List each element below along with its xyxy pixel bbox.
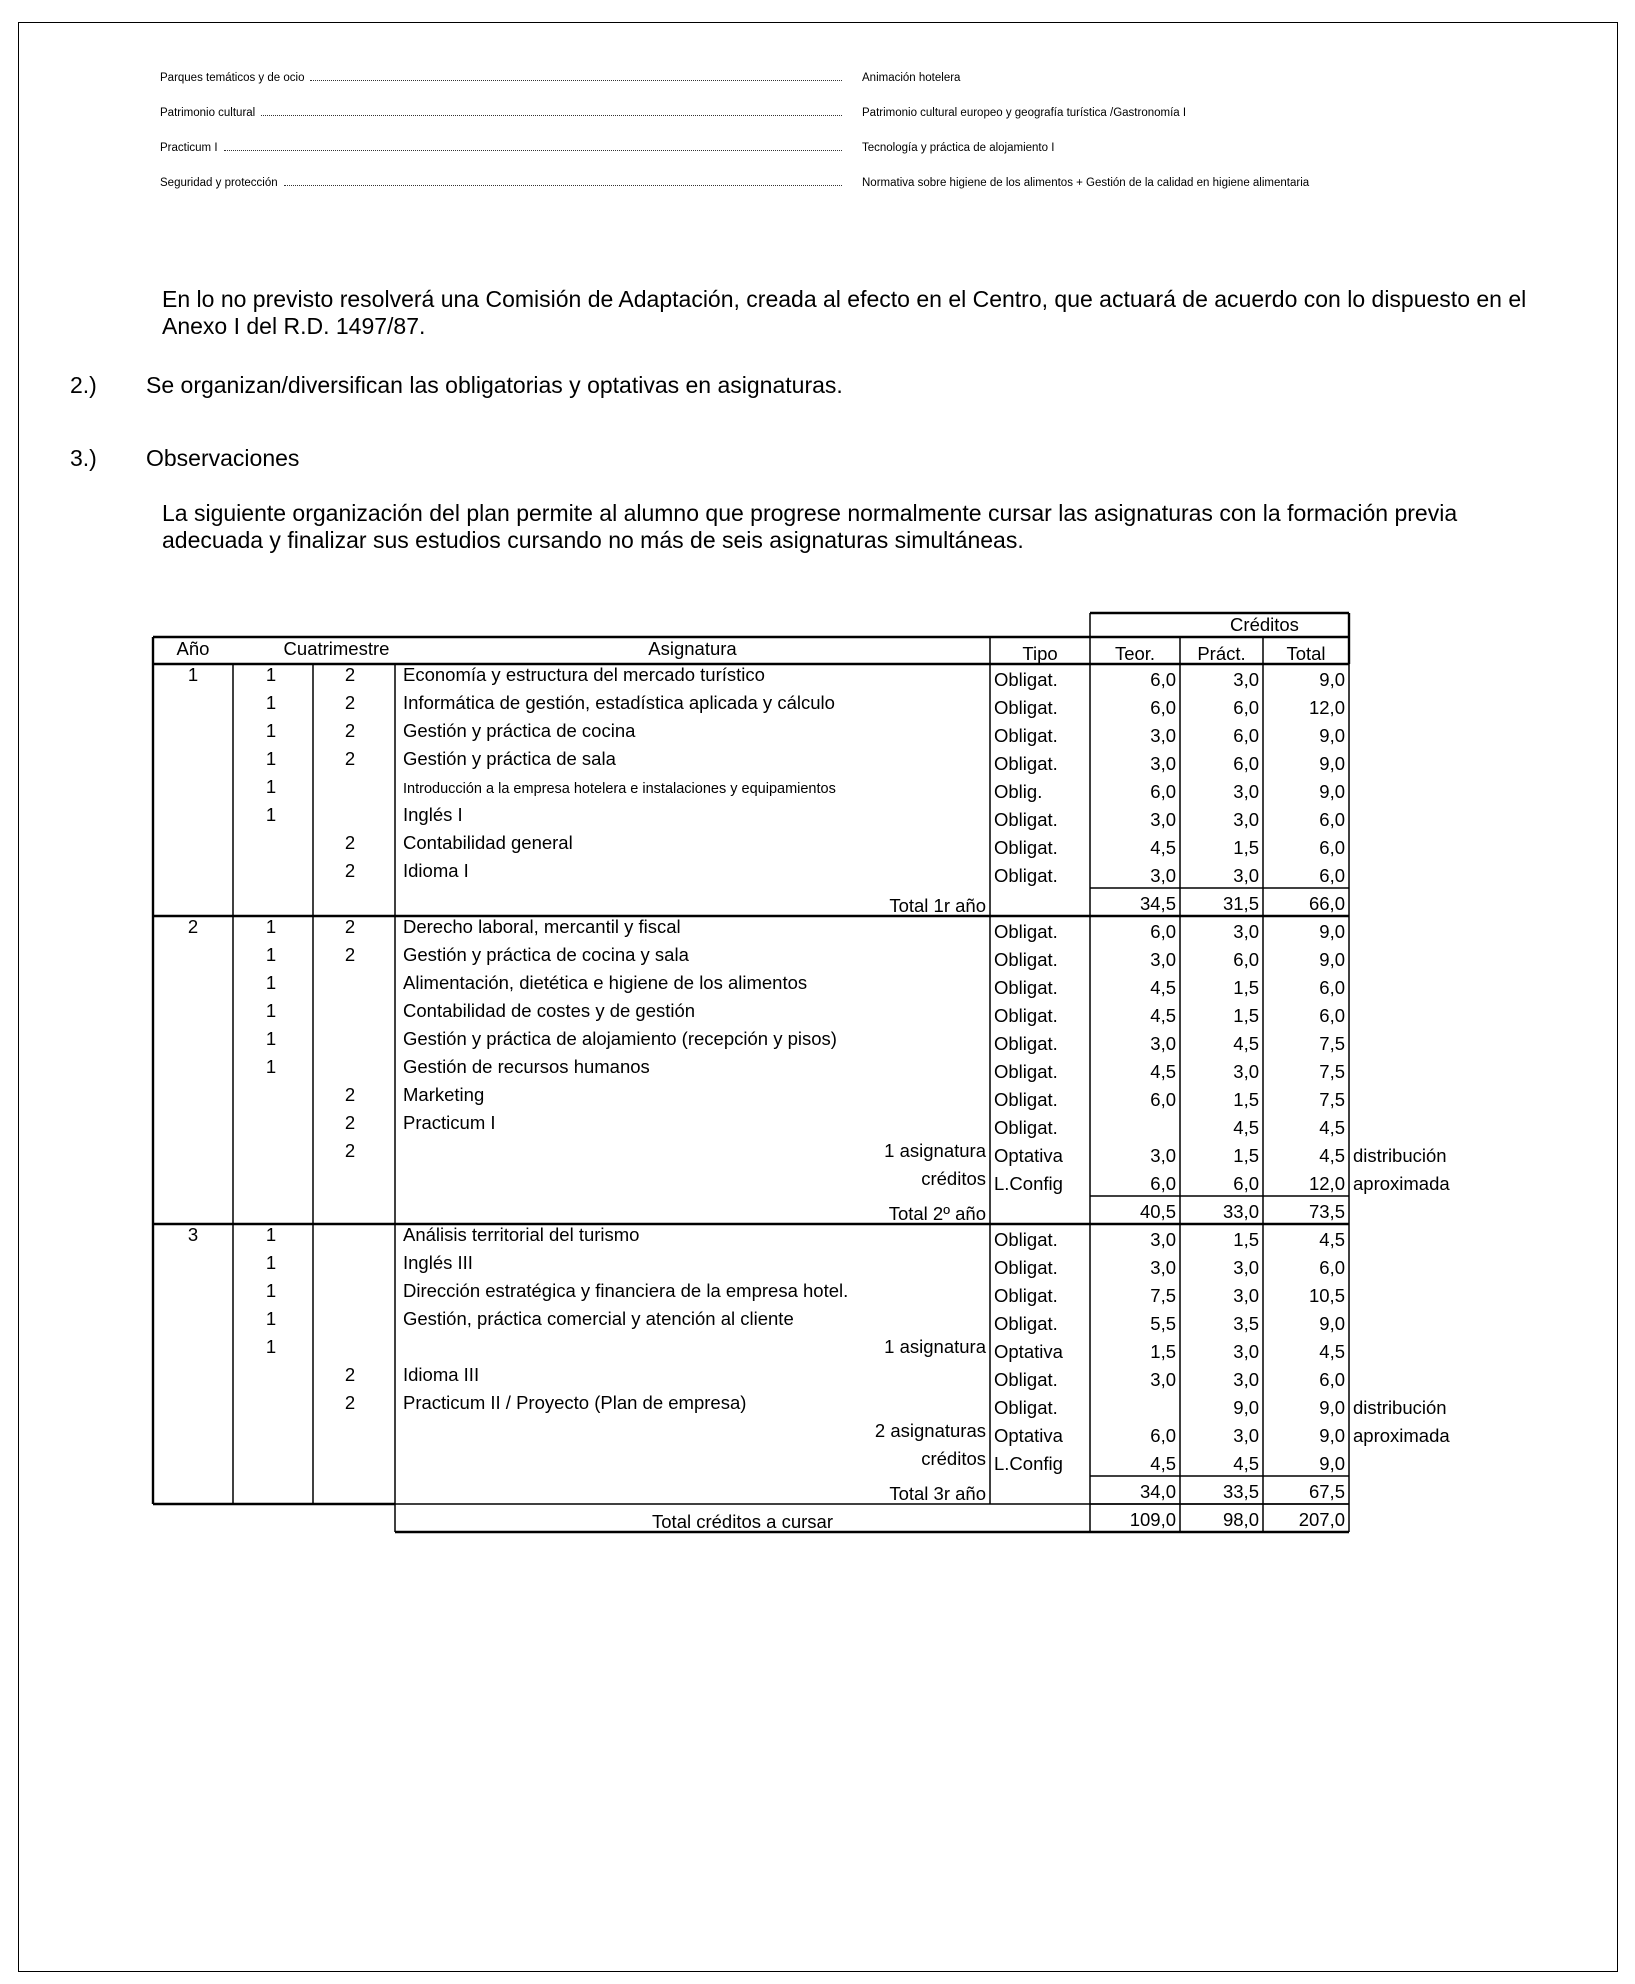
subject-cell: Contabilidad general [403, 832, 573, 853]
subject-cell: Total 2º año [888, 1203, 986, 1224]
semester-2-cell: 2 [344, 916, 356, 937]
type-cell: Obligat. [994, 1229, 1058, 1250]
header-tipo: Tipo [1022, 643, 1058, 664]
teor-cell: 3,0 [1150, 1369, 1176, 1390]
subject-cell: Practicum II / Proyecto (Plan de empresa) [403, 1392, 747, 1413]
semester-1-cell: 1 [265, 1280, 277, 1301]
teor-cell: 3,0 [1150, 725, 1176, 746]
type-cell: Obligat. [994, 809, 1058, 830]
subject-cell: Análisis territorial del turismo [403, 1224, 640, 1245]
item-2-text: Se organizan/diversifican las obligatorias y optativas en asignaturas. [146, 372, 843, 398]
teor-cell: 3,0 [1150, 1257, 1176, 1278]
subject-cell: Informática de gestión, estadística aplicada y cálculo [403, 692, 835, 713]
pract-cell: 6,0 [1233, 753, 1259, 774]
distribution-note: distribución [1353, 1145, 1447, 1166]
type-cell: Obligat. [994, 1005, 1058, 1026]
equivalence-right-text: Animación hotelera [862, 71, 961, 84]
total-cell: 6,0 [1319, 865, 1345, 886]
pract-cell: 4,5 [1233, 1033, 1259, 1054]
teor-cell: 3,0 [1150, 809, 1176, 830]
pract-cell: 33,0 [1222, 1201, 1259, 1222]
teor-cell: 4,5 [1150, 1061, 1176, 1082]
pract-cell: 6,0 [1233, 949, 1259, 970]
type-cell: Obligat. [994, 1257, 1058, 1278]
semester-2-cell: 2 [344, 832, 356, 853]
teor-cell: 4,5 [1150, 1453, 1176, 1474]
equivalence-right-text: Normativa sobre higiene de los alimentos + Gestión de la calidad en higiene alimentaria [862, 176, 1310, 189]
subject-cell: Gestión y práctica de alojamiento (recepción y pisos) [403, 1028, 837, 1049]
semester-2-cell: 2 [344, 860, 356, 881]
equivalence-left-text: Parques temáticos y de ocio [160, 72, 305, 84]
semester-2-cell: 2 [344, 1364, 356, 1385]
teor-cell: 7,5 [1150, 1285, 1176, 1306]
semester-1-cell: 1 [265, 916, 277, 937]
type-cell: Obligat. [994, 837, 1058, 858]
teor-cell: 3,0 [1150, 865, 1176, 886]
type-cell: Obligat. [994, 1089, 1058, 1110]
semester-1-cell: 1 [265, 720, 277, 741]
total-cell: 6,0 [1319, 1369, 1345, 1390]
pract-cell: 1,5 [1233, 837, 1259, 858]
total-cell: 9,0 [1319, 1425, 1345, 1446]
pract-cell: 3,0 [1233, 781, 1259, 802]
pract-cell: 9,0 [1233, 1397, 1259, 1418]
semester-1-cell: 1 [265, 1028, 277, 1049]
subject-cell: Dirección estratégica y financiera de la empresa hotel. [403, 1280, 849, 1301]
teor-cell: 1,5 [1150, 1341, 1176, 1362]
type-cell: Obligat. [994, 1397, 1058, 1418]
type-cell: Obligat. [994, 1313, 1058, 1334]
teor-cell: 3,0 [1150, 1145, 1176, 1166]
type-cell: Obligat. [994, 725, 1058, 746]
teor-cell: 109,0 [1129, 1509, 1176, 1530]
type-cell: Optativa [994, 1341, 1063, 1362]
total-cell: 9,0 [1319, 753, 1345, 774]
type-cell: Obligat. [994, 921, 1058, 942]
semester-1-cell: 1 [265, 1252, 277, 1273]
subject-cell: Gestión y práctica de sala [403, 748, 616, 769]
type-cell: L.Config [994, 1173, 1063, 1194]
total-cell: 12,0 [1308, 1173, 1345, 1194]
type-cell: Obligat. [994, 1033, 1058, 1054]
subject-cell: Marketing [403, 1084, 485, 1105]
paragraph-adaptation: En lo no previsto resolverá una Comisión de Adaptación, creada al efecto en el Centro, que actuará de acuerdo con lo dispuesto en el Anexo I del R.D. 1497/87. [162, 286, 1527, 339]
teor-cell: 6,0 [1150, 1173, 1176, 1194]
total-cell: 4,5 [1319, 1117, 1345, 1138]
teor-cell: 6,0 [1150, 921, 1176, 942]
total-cell: 4,5 [1319, 1145, 1345, 1166]
subject-cell: Alimentación, dietética e higiene de los alimentos [403, 972, 808, 993]
pract-cell: 3,0 [1233, 865, 1259, 886]
distribution-note: aproximada [1353, 1425, 1450, 1446]
semester-2-cell: 2 [344, 748, 356, 769]
total-cell: 6,0 [1319, 1005, 1345, 1026]
subject-cell: créditos [921, 1168, 986, 1189]
subject-cell: Gestión de recursos humanos [403, 1056, 650, 1077]
subject-cell: Idioma III [403, 1364, 480, 1385]
total-cell: 4,5 [1319, 1341, 1345, 1362]
type-cell: Obligat. [994, 753, 1058, 774]
total-cell: 66,0 [1308, 893, 1345, 914]
semester-2-cell: 2 [344, 1392, 356, 1413]
subject-cell: Economía y estructura del mercado turístico [403, 664, 765, 685]
teor-cell: 4,5 [1150, 1005, 1176, 1026]
semester-1-cell: 1 [265, 1224, 277, 1245]
equivalence-left-text: Practicum I [160, 142, 218, 154]
total-cell: 9,0 [1319, 1453, 1345, 1474]
subject-cell: Gestión, práctica comercial y atención al cliente [403, 1308, 794, 1329]
equivalence-right-text: Tecnología y práctica de alojamiento I [862, 141, 1055, 154]
type-cell: Obligat. [994, 1061, 1058, 1082]
teor-cell: 6,0 [1150, 697, 1176, 718]
type-cell: Optativa [994, 1145, 1063, 1166]
type-cell: Oblig. [994, 781, 1043, 802]
total-cell: 9,0 [1319, 921, 1345, 942]
item-3-text: Observaciones [146, 445, 300, 471]
semester-1-cell: 1 [265, 1000, 277, 1021]
total-cell: 6,0 [1319, 1257, 1345, 1278]
type-cell: Obligat. [994, 949, 1058, 970]
total-cell: 9,0 [1319, 669, 1345, 690]
total-cell: 9,0 [1319, 1313, 1345, 1334]
semester-1-cell: 1 [265, 776, 277, 797]
pract-cell: 1,5 [1233, 1229, 1259, 1250]
semester-1-cell: 1 [265, 1056, 277, 1077]
teor-cell: 6,0 [1150, 1089, 1176, 1110]
type-cell: Obligat. [994, 1117, 1058, 1138]
equivalence-left-text: Seguridad y protección [160, 177, 278, 189]
pract-cell: 3,0 [1233, 669, 1259, 690]
pract-cell: 6,0 [1233, 725, 1259, 746]
pract-cell: 1,5 [1233, 977, 1259, 998]
pract-cell: 3,0 [1233, 921, 1259, 942]
distribution-note: aproximada [1353, 1173, 1450, 1194]
semester-1-cell: 1 [265, 804, 277, 825]
teor-cell: 40,5 [1139, 1201, 1176, 1222]
semester-1-cell: 1 [265, 692, 277, 713]
semester-1-cell: 1 [265, 1336, 277, 1357]
item-2-number: 2.) [70, 372, 97, 398]
pract-cell: 4,5 [1233, 1453, 1259, 1474]
total-cell: 7,5 [1319, 1089, 1345, 1110]
teor-cell: 6,0 [1150, 781, 1176, 802]
distribution-note: distribución [1353, 1397, 1447, 1418]
teor-cell: 6,0 [1150, 1425, 1176, 1446]
pract-cell: 98,0 [1222, 1509, 1259, 1530]
type-cell: Obligat. [994, 669, 1058, 690]
header-pract: Práct. [1197, 643, 1246, 664]
total-cell: 6,0 [1319, 837, 1345, 858]
year-cell: 3 [187, 1224, 199, 1245]
year-cell: 2 [187, 916, 199, 937]
pract-cell: 3,5 [1233, 1313, 1259, 1334]
teor-cell: 3,0 [1150, 1033, 1176, 1054]
pract-cell: 1,5 [1233, 1005, 1259, 1026]
type-cell: Obligat. [994, 697, 1058, 718]
header-asignatura: Asignatura [648, 638, 737, 659]
total-cell: 6,0 [1319, 809, 1345, 830]
semester-2-cell: 2 [344, 944, 356, 965]
header-creditos: Créditos [1230, 614, 1299, 635]
subject-cell: Introducción a la empresa hotelera e instalaciones y equipamientos [403, 781, 836, 797]
subject-cell: Total 3r año [889, 1483, 986, 1504]
subject-cell: Practicum I [403, 1112, 496, 1133]
total-cell: 9,0 [1319, 1397, 1345, 1418]
pract-cell: 3,0 [1233, 1369, 1259, 1390]
pract-cell: 3,0 [1233, 1425, 1259, 1446]
pract-cell: 31,5 [1222, 893, 1259, 914]
subject-cell: 1 asignatura [884, 1140, 986, 1161]
pract-cell: 1,5 [1233, 1089, 1259, 1110]
teor-cell: 3,0 [1150, 753, 1176, 774]
subject-cell: créditos [921, 1448, 986, 1469]
total-cell: 67,5 [1308, 1481, 1345, 1502]
pract-cell: 3,0 [1233, 809, 1259, 830]
semester-1-cell: 1 [265, 664, 277, 685]
semester-2-cell: 2 [344, 1112, 356, 1133]
subject-cell: Inglés I [403, 804, 463, 825]
total-cell: 9,0 [1319, 725, 1345, 746]
total-cell: 9,0 [1319, 781, 1345, 802]
teor-cell: 3,0 [1150, 1229, 1176, 1250]
paragraph-observations: La siguiente organización del plan permite al alumno que progrese normalmente cursar las asignaturas con la formación previa adecuada y finalizar sus estudios cursando no más de seis asignaturas simultáneas. [162, 500, 1458, 553]
total-cell: 207,0 [1298, 1509, 1345, 1530]
total-cell: 9,0 [1319, 949, 1345, 970]
pract-cell: 33,5 [1222, 1481, 1259, 1502]
teor-cell: 34,5 [1139, 893, 1176, 914]
semester-2-cell: 2 [344, 692, 356, 713]
type-cell: L.Config [994, 1453, 1063, 1474]
semester-2-cell: 2 [344, 1140, 356, 1161]
teor-cell: 34,0 [1139, 1481, 1176, 1502]
type-cell: Optativa [994, 1425, 1063, 1446]
teor-cell: 4,5 [1150, 977, 1176, 998]
semester-1-cell: 1 [265, 944, 277, 965]
semester-2-cell: 2 [344, 1084, 356, 1105]
pract-cell: 3,0 [1233, 1341, 1259, 1362]
semester-1-cell: 1 [265, 1308, 277, 1329]
teor-cell: 3,0 [1150, 949, 1176, 970]
item-3-number: 3.) [70, 445, 97, 471]
semester-1-cell: 1 [265, 972, 277, 993]
subject-cell: Derecho laboral, mercantil y fiscal [403, 916, 681, 937]
semester-2-cell: 2 [344, 664, 356, 685]
header-total: Total [1286, 643, 1326, 664]
teor-cell: 5,5 [1150, 1313, 1176, 1334]
pract-cell: 3,0 [1233, 1285, 1259, 1306]
teor-cell: 4,5 [1150, 837, 1176, 858]
semester-1-cell: 1 [265, 748, 277, 769]
pract-cell: 1,5 [1233, 1145, 1259, 1166]
semester-2-cell: 2 [344, 720, 356, 741]
total-cell: 10,5 [1308, 1285, 1345, 1306]
subject-cell: 1 asignatura [884, 1336, 986, 1357]
subject-cell: Inglés III [403, 1252, 473, 1273]
equivalence-right-text: Patrimonio cultural europeo y geografía turística /Gastronomía I [862, 106, 1187, 119]
subject-cell: Contabilidad de costes y de gestión [403, 1000, 696, 1021]
equivalence-left-text: Patrimonio cultural [160, 107, 256, 119]
total-cell: 12,0 [1308, 697, 1345, 718]
header-ano: Año [176, 638, 210, 659]
pract-cell: 6,0 [1233, 1173, 1259, 1194]
header-cuatrimestre: Cuatrimestre [283, 638, 390, 659]
total-cell: 4,5 [1319, 1229, 1345, 1250]
subject-cell: Idioma I [403, 860, 469, 881]
type-cell: Obligat. [994, 1369, 1058, 1390]
subject-cell: Gestión y práctica de cocina [403, 720, 636, 741]
type-cell: Obligat. [994, 865, 1058, 886]
pract-cell: 3,0 [1233, 1061, 1259, 1082]
total-cell: 7,5 [1319, 1061, 1345, 1082]
total-cell: 7,5 [1319, 1033, 1345, 1054]
pract-cell: 6,0 [1233, 697, 1259, 718]
subject-cell: Total 1r año [889, 895, 986, 916]
subject-cell: 2 asignaturas [874, 1420, 986, 1441]
subject-cell: Gestión y práctica de cocina y sala [403, 944, 689, 965]
type-cell: Obligat. [994, 977, 1058, 998]
subject-cell: Total créditos a cursar [652, 1511, 833, 1532]
teor-cell: 6,0 [1150, 669, 1176, 690]
total-cell: 73,5 [1308, 1201, 1345, 1222]
pract-cell: 3,0 [1233, 1257, 1259, 1278]
year-cell: 1 [187, 664, 199, 685]
type-cell: Obligat. [994, 1285, 1058, 1306]
total-cell: 6,0 [1319, 977, 1345, 998]
pract-cell: 4,5 [1233, 1117, 1259, 1138]
header-teor: Teor. [1114, 643, 1156, 664]
